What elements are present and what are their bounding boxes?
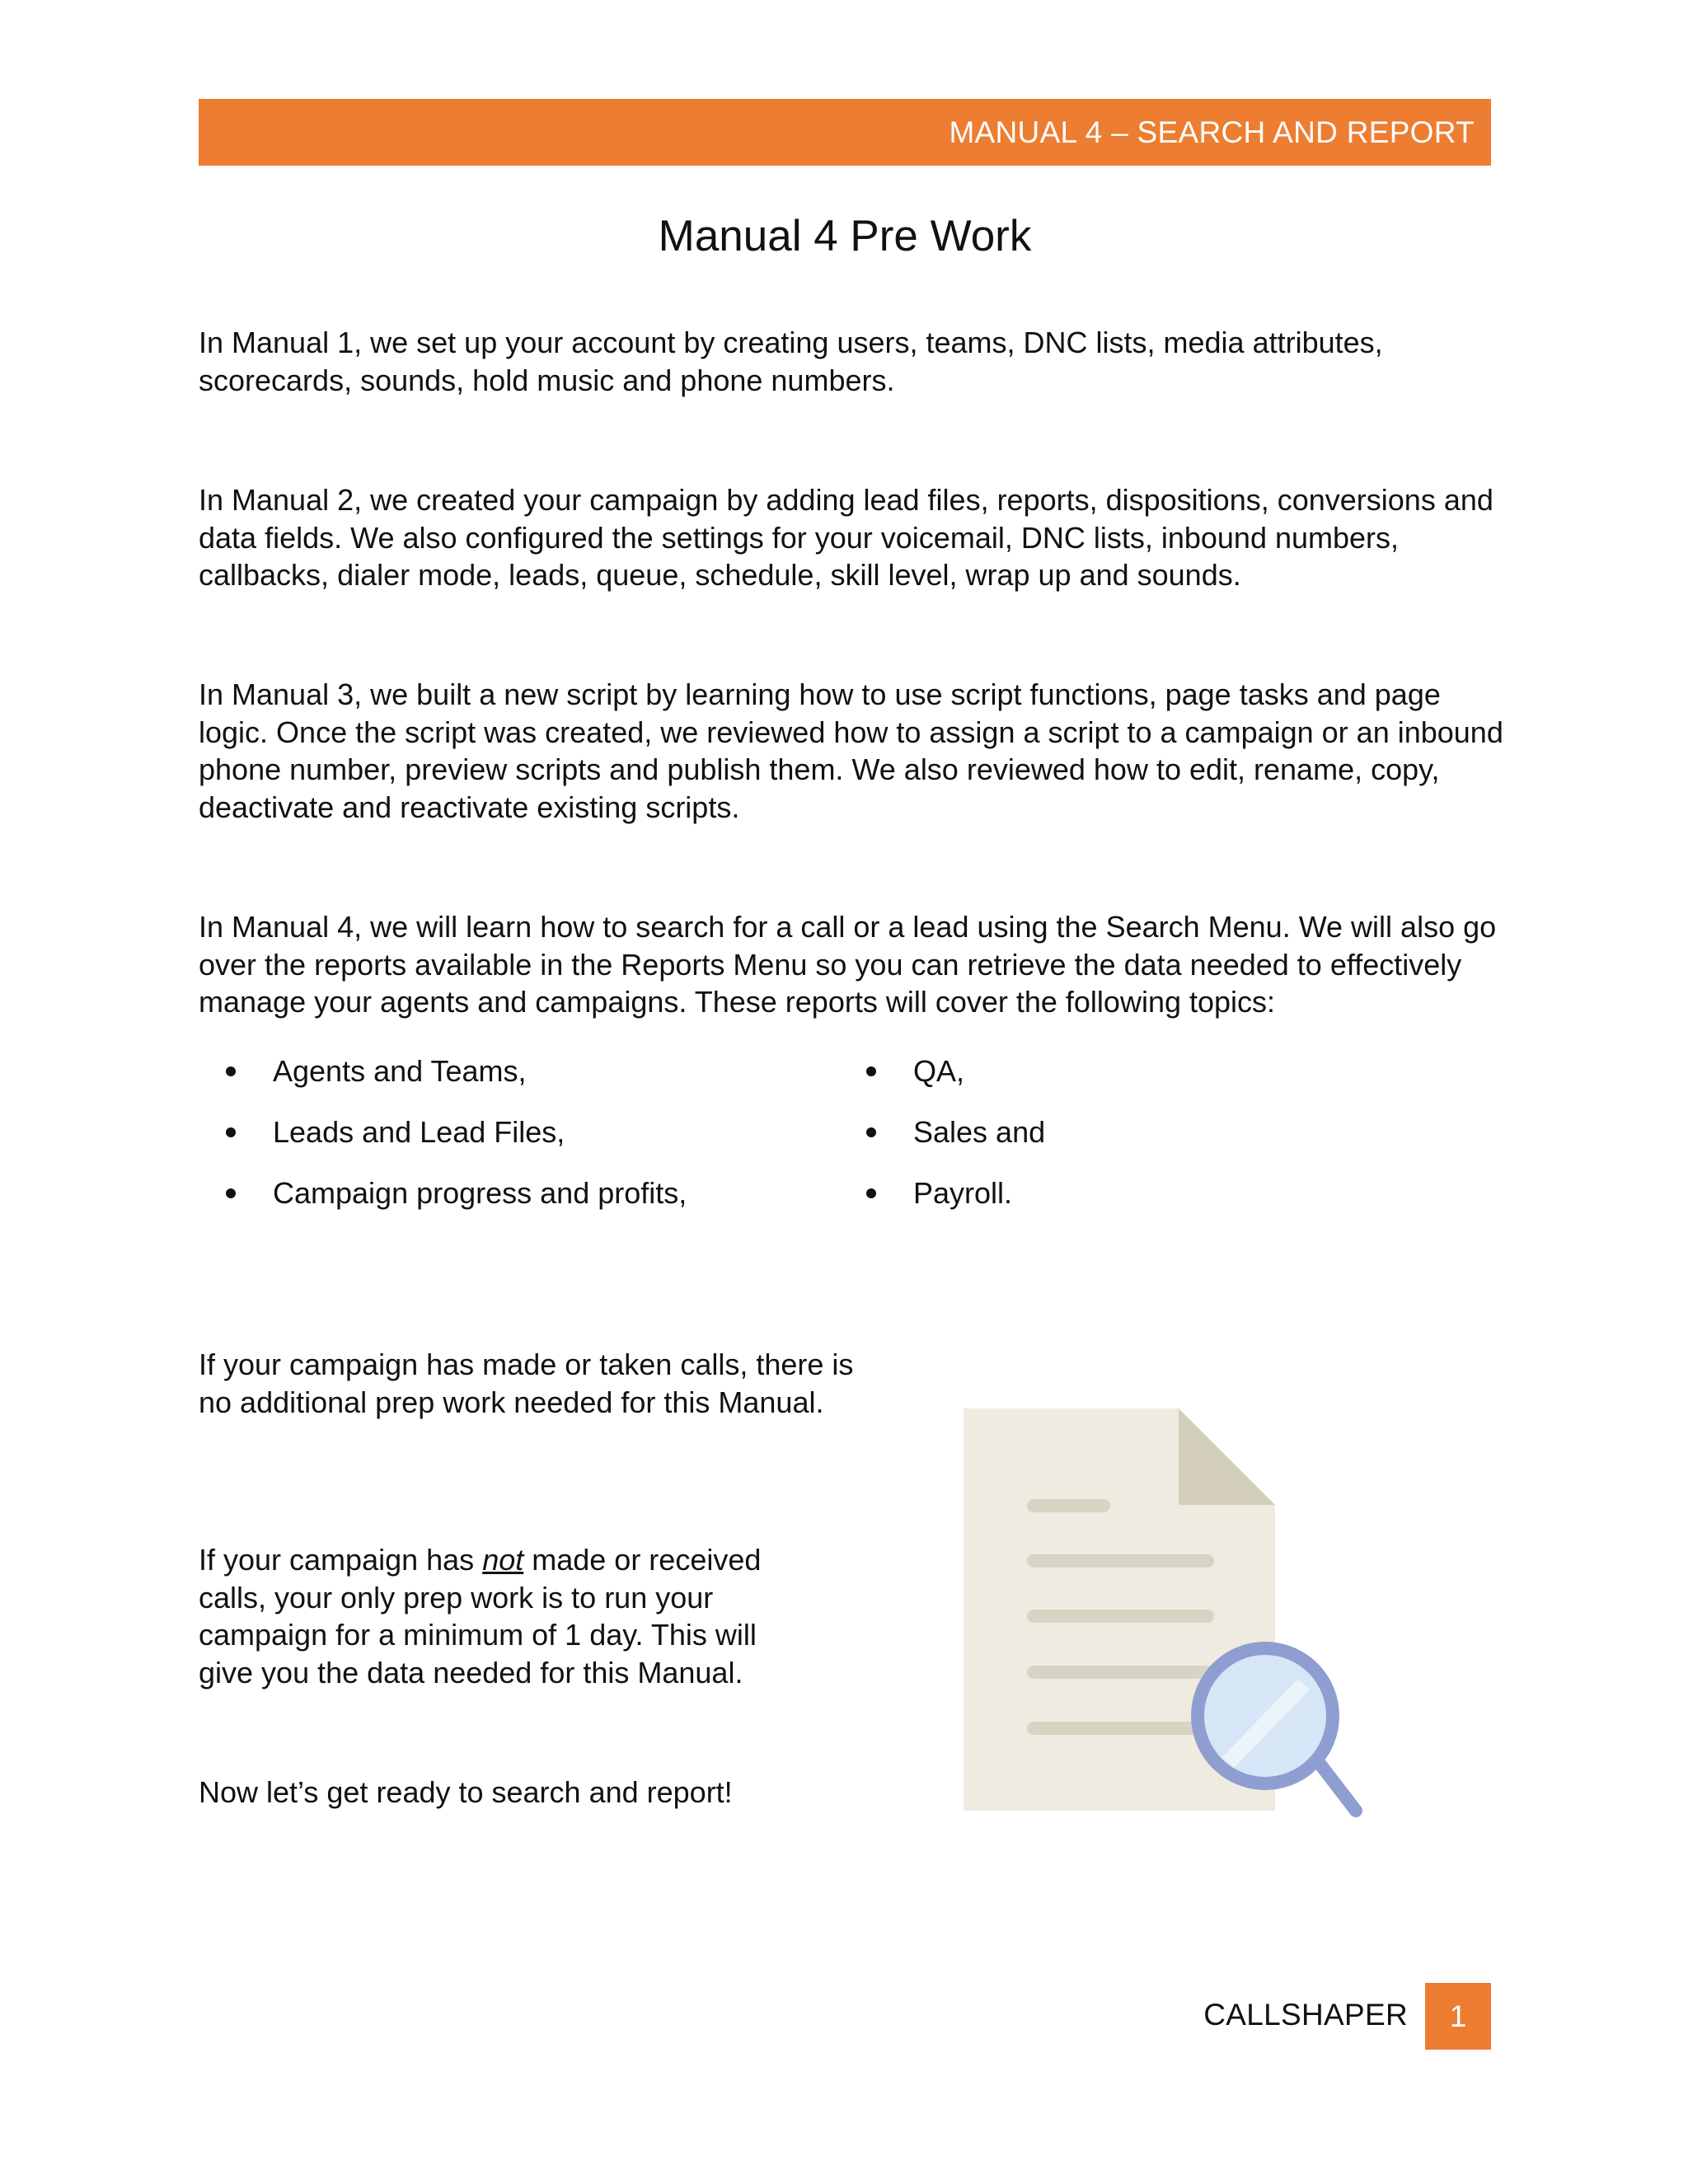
prep-not-emphasis: not [482,1543,524,1577]
page-number: 1 [1425,1983,1491,2050]
paragraph-manual-3: In Manual 3, we built a new script by learning how to use script functions, page tasks and page logic. Once the script was created, we reviewed how to assign a script to a campaign or an inbound phone number, preview scripts and publish them. We also reviewed how to edit, rename, copy, deactivate and reactivate existing scripts. [199,677,1503,824]
prep-not-made-suffix: made or received calls, your only prep work is to run your campaign for a minimum of 1 day. This will give you the data needed for this Manual. [199,1543,762,1690]
list-item: Sales and [839,1116,1045,1177]
list-item: Agents and Teams, [199,1055,687,1116]
list-item: Payroll. [839,1177,1045,1238]
topics-list-left [199,1055,687,1238]
paragraph-manual-1: In Manual 1, we set up your account by creating users, teams, DNC lists, media attributes, scorecards, sounds, hold music and phone numbers. [199,326,1383,397]
prep-made-calls: If your campaign has made or taken calls, there is no additional prep work needed for this Manual. [199,1347,854,1419]
page-title: Manual 4 Pre Work [658,212,1032,260]
paragraph-manual-4: In Manual 4, we will learn how to search for a call or a lead using the Search Menu. We will also go over the reports available in the Reports Menu so you can retrieve the data needed to effectively manage your agents and campaigns. These reports will cover the following topics: [199,910,1497,1019]
header-bar [199,99,1491,166]
paragraph-manual-2: In Manual 2, we created your campaign by adding lead files, reports, dispositions, conversions and data fields. We also configured the settings for your voicemail, DNC lists, inbound numbers, callbacks, dialer mode, leads, queue, schedule, skill level, wrap up and sounds. [199,483,1493,592]
topics-list-right [839,1055,1045,1238]
prep-not-made-calls [199,1541,800,1691]
document-search-icon [960,1405,1376,1821]
list-item: Campaign progress and profits, [199,1177,687,1238]
list-item: QA, [839,1055,1045,1116]
footer-brand: CALLSHAPER [1203,1998,1408,2032]
header-title: MANUAL 4 – SEARCH AND REPORT [949,115,1475,149]
list-item: Leads and Lead Files, [199,1116,687,1177]
closing-line: Now let’s get ready to search and report! [199,1775,733,1809]
prep-not-made-prefix: If your campaign has [199,1543,483,1577]
